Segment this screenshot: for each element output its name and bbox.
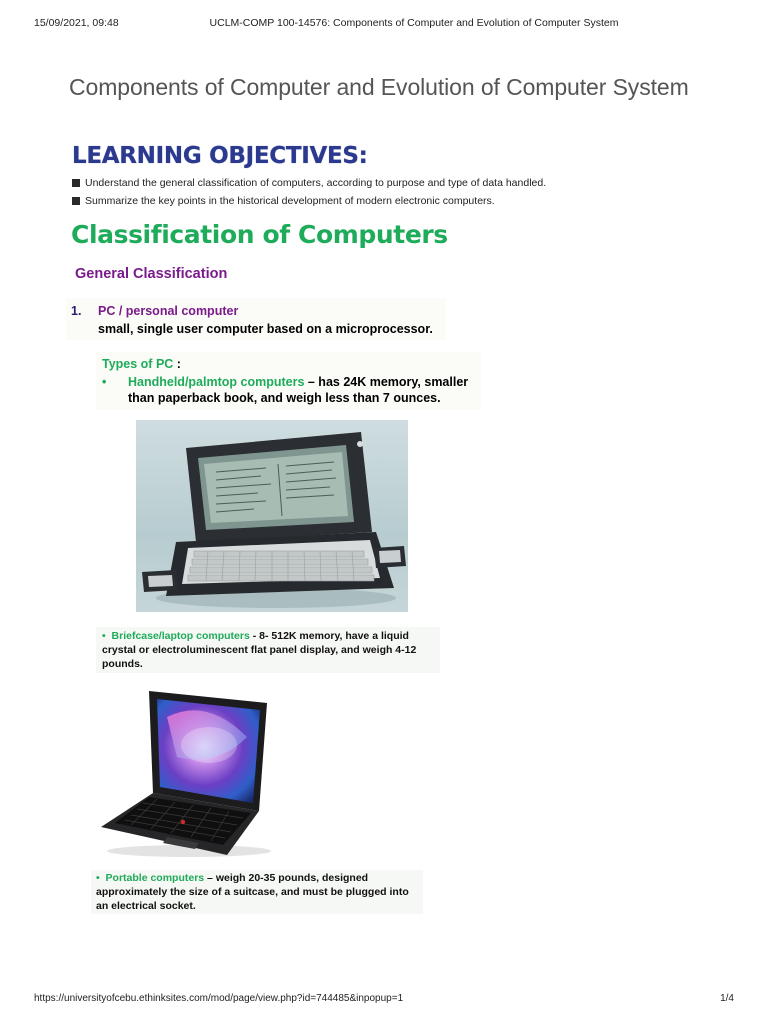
palmtop-illustration <box>136 420 408 612</box>
learning-objectives-heading: LEARNING OBJECTIVES: <box>72 143 368 169</box>
portable-desc: – weigh 20-35 pounds, designed approximately the size of a suitcase, and must be plugged into an electrical socket. <box>96 872 409 912</box>
palmtop-computer-image <box>136 420 408 612</box>
print-datetime: 15/09/2021, 09:48 <box>34 17 119 29</box>
objective-item <box>72 194 692 212</box>
square-bullet-icon <box>72 197 80 205</box>
page-number: 1/4 <box>720 993 734 1004</box>
types-of-pc-block <box>96 352 481 410</box>
handheld-desc-line1: – has 24K memory, smaller <box>304 375 469 389</box>
objective-text: Summarize the key points in the historical development of modern electronic computers. <box>85 195 495 207</box>
general-classification-subheading: General Classification <box>75 266 228 282</box>
objective-item <box>72 176 692 194</box>
portable-description-block <box>91 870 423 914</box>
learning-objectives-list <box>72 176 692 212</box>
bullet-icon: • <box>102 375 107 389</box>
page-url-link[interactable]: https://universityofcebu.ethinksites.com/mod/page/view.php?id=744485&inpopup=1 <box>34 993 404 1004</box>
objective-text: Understand the general classification of computers, according to purpose and type of data handled. <box>85 177 547 189</box>
portable-term: Portable computers <box>105 872 205 884</box>
laptop-desc: - 8- 512K memory, have a liquid crystal or electroluminescent flat panel display, and weigh 4-12 pounds. <box>102 630 417 670</box>
types-of-pc-label: Types of PC : <box>102 357 181 371</box>
page-title: Components of Computer and Evolution of Computer System <box>69 74 689 100</box>
print-page-title: UCLM-COMP 100-14576: Components of Computer and Evolution of Computer System <box>209 17 619 29</box>
pc-title: PC / personal computer <box>98 304 239 318</box>
laptop-computer-image <box>97 687 277 859</box>
square-bullet-icon <box>72 179 80 187</box>
print-footer <box>34 993 734 1007</box>
bullet-icon: • <box>96 872 100 884</box>
handheld-item <box>102 374 474 406</box>
handheld-desc-line2: than paperback book, and weigh less than 7 ounces. <box>128 391 441 405</box>
bullet-icon: • <box>102 630 106 642</box>
print-header <box>34 17 734 31</box>
pc-definition-block <box>66 298 446 340</box>
laptop-description-block <box>96 627 440 673</box>
classification-heading: Classification of Computers <box>71 220 448 249</box>
handheld-term: Handheld/palmtop computers <box>128 375 305 389</box>
pc-number: 1. <box>71 304 82 318</box>
laptop-item <box>102 629 436 671</box>
laptop-term: Briefcase/laptop computers <box>111 630 250 642</box>
portable-item <box>96 871 422 913</box>
laptop-illustration <box>97 687 277 859</box>
pc-description: small, single user computer based on a microprocessor. <box>98 322 433 336</box>
